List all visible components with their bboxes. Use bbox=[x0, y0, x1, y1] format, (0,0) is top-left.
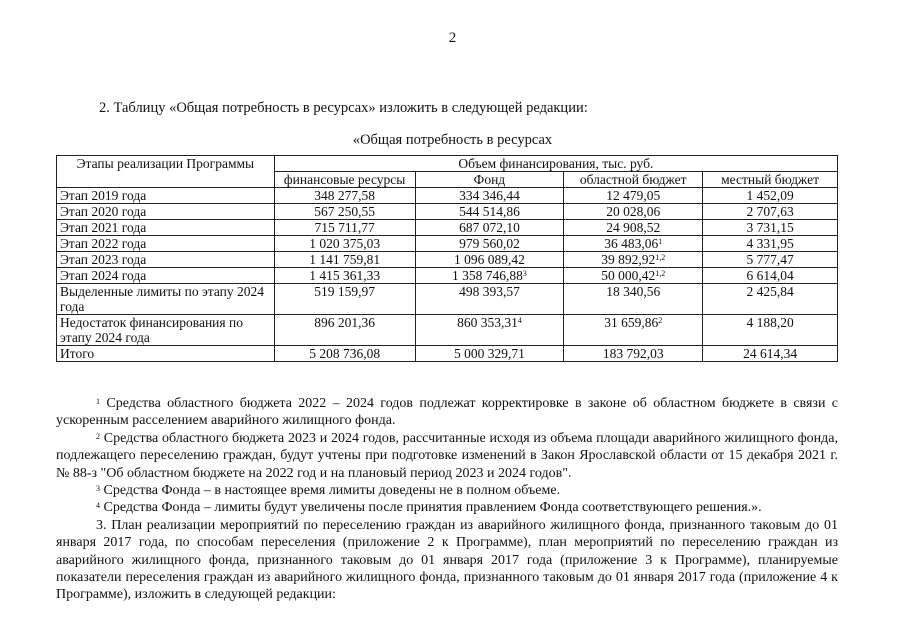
footnote-mark: 4 bbox=[96, 501, 100, 511]
table-row bbox=[57, 315, 838, 346]
cell-value: 1 415 361,33 bbox=[309, 268, 381, 283]
table-cell bbox=[415, 284, 564, 315]
cell-value: 6 614,04 bbox=[746, 268, 794, 283]
row-label: Этап 2020 года bbox=[57, 204, 275, 220]
table-cell bbox=[274, 220, 415, 236]
cell-value: 687 072,10 bbox=[459, 220, 520, 235]
cell-value: 4 331,95 bbox=[746, 236, 794, 251]
table-cell bbox=[415, 315, 564, 346]
row-label: Этап 2023 года bbox=[57, 252, 275, 268]
cell-value: 39 892,92 bbox=[601, 252, 656, 267]
table-cell bbox=[703, 268, 838, 284]
row-label: Итого bbox=[57, 346, 275, 362]
row-label: Выделенные лимиты по этапу 2024 года bbox=[57, 284, 275, 315]
cell-value: 5 777,47 bbox=[746, 252, 794, 267]
footnote bbox=[56, 395, 838, 430]
table-header-row bbox=[57, 156, 838, 172]
table-cell bbox=[703, 220, 838, 236]
table-cell bbox=[415, 188, 564, 204]
cell-value: 1 141 759,81 bbox=[309, 252, 381, 267]
cell-value: 2 707,63 bbox=[746, 204, 794, 219]
cell-value: 12 479,05 bbox=[606, 188, 661, 203]
table-cell bbox=[564, 268, 703, 284]
cell-value: 4 188,20 bbox=[746, 315, 794, 330]
cell-value: 20 028,06 bbox=[606, 204, 661, 219]
table-cell bbox=[703, 252, 838, 268]
footnote-text: Средства областного бюджета 2022 – 2024 годов подлежат корректировке в законе об областном бюджете в связи с ускоренным расселением аварийного жилищного фонда. bbox=[56, 396, 839, 429]
footnote bbox=[56, 430, 838, 482]
row-label: Недостаток финансирования по этапу 2024 года bbox=[57, 315, 275, 346]
footnote bbox=[56, 482, 838, 499]
table-row bbox=[57, 204, 838, 220]
row-label: Этап 2021 года bbox=[57, 220, 275, 236]
row-label: Этап 2024 года bbox=[57, 268, 275, 284]
table-cell bbox=[703, 188, 838, 204]
footnote-text: Средства Фонда – в настоящее время лимиты доведены не в полном объеме. bbox=[103, 483, 561, 499]
cell-value: 860 353,31 bbox=[457, 315, 518, 330]
table-cell bbox=[564, 284, 703, 315]
table-cell bbox=[564, 220, 703, 236]
table-cell bbox=[703, 315, 838, 346]
cell-value: 3 731,15 bbox=[746, 220, 794, 235]
table-cell bbox=[564, 188, 703, 204]
cell-value: 1 452,09 bbox=[746, 188, 794, 203]
footnote-ref: 1 bbox=[658, 237, 663, 246]
cell-value: 5 208 736,08 bbox=[309, 346, 381, 361]
table-cell bbox=[415, 204, 564, 220]
cell-value: 1 096 089,42 bbox=[454, 252, 525, 267]
table-cell bbox=[564, 236, 703, 252]
table-cell bbox=[564, 315, 703, 346]
row-label: Этап 2022 года bbox=[57, 236, 275, 252]
row-label: Этап 2019 года bbox=[57, 188, 275, 204]
cell-value: 334 346,44 bbox=[459, 188, 520, 203]
cell-value: 31 659,86 bbox=[604, 315, 659, 330]
table-cell bbox=[274, 315, 415, 346]
notes-block bbox=[56, 395, 838, 604]
cell-value: 24 908,52 bbox=[606, 220, 661, 235]
table-cell bbox=[415, 252, 564, 268]
table-row bbox=[57, 346, 838, 362]
footnote-ref: 4 bbox=[517, 316, 522, 325]
footnote-ref: 1,2 bbox=[655, 269, 666, 278]
cell-value: 519 159,97 bbox=[314, 284, 376, 299]
table-title: «Общая потребность в ресурсах bbox=[352, 132, 553, 148]
cell-value: 36 483,06 bbox=[604, 236, 659, 251]
footnote-ref: 1,2 bbox=[655, 253, 666, 262]
table-cell bbox=[564, 252, 703, 268]
table-body bbox=[57, 188, 838, 362]
table-row bbox=[57, 220, 838, 236]
cell-value: 24 614,34 bbox=[743, 346, 798, 361]
table-row bbox=[57, 236, 838, 252]
table-row bbox=[57, 188, 838, 204]
footnote bbox=[56, 499, 838, 516]
cell-value: 715 711,77 bbox=[314, 220, 375, 235]
table-row bbox=[57, 268, 838, 284]
table-cell bbox=[564, 346, 703, 362]
table-cell bbox=[564, 204, 703, 220]
table-row bbox=[57, 252, 838, 268]
cell-value: 567 250,55 bbox=[314, 204, 376, 219]
table-row bbox=[57, 284, 838, 315]
table-cell bbox=[274, 284, 415, 315]
paragraph-3: 3. План реализации мероприятий по переселению граждан из аварийного жилищного фонда, признанного таковым до 01 января 2017 года, по способам переселения (приложение 2 к Программе), план мероприятий по переселению граждан из аварийного жилищного фонда, признанного таковым до 01 января 2017 года (приложение 3 к Программе), планируемые показатели переселения граждан из аварийного жилищного фонда, признанного таковым до 01 января 2017 года (приложение 4 к Программе), изложить в следующей редакции: bbox=[56, 517, 838, 603]
cell-value: 1 358 746,88 bbox=[452, 268, 523, 283]
cell-value: 5 000 329,71 bbox=[454, 346, 525, 361]
stage-header: Этапы реализации Программы bbox=[57, 156, 275, 188]
column-header: местный бюджет bbox=[703, 172, 838, 188]
cell-value: 498 393,57 bbox=[459, 284, 520, 299]
cell-value: 1 020 375,03 bbox=[309, 236, 381, 251]
table-cell bbox=[274, 188, 415, 204]
table-cell bbox=[703, 204, 838, 220]
cell-value: 979 560,02 bbox=[459, 236, 520, 251]
column-header: областной бюджет bbox=[564, 172, 703, 188]
table-cell bbox=[703, 236, 838, 252]
table-cell bbox=[274, 346, 415, 362]
table-cell bbox=[274, 236, 415, 252]
cell-value: 544 514,86 bbox=[459, 204, 520, 219]
table-cell bbox=[415, 220, 564, 236]
footnote-mark: 1 bbox=[96, 397, 100, 406]
footnote-mark: 3 bbox=[96, 484, 100, 494]
cell-value: 183 792,03 bbox=[602, 346, 664, 361]
intro-paragraph: 2. Таблицу «Общая потребность в ресурсах» изложить в следующей редакции: bbox=[99, 100, 588, 116]
column-header: финансовые ресурсы bbox=[274, 172, 415, 188]
table-cell bbox=[703, 346, 838, 362]
table-cell bbox=[415, 346, 564, 362]
footnote-ref: 3 bbox=[522, 269, 527, 278]
cell-value: 18 340,56 bbox=[606, 284, 661, 299]
table-cell bbox=[415, 268, 564, 284]
table-cell bbox=[703, 284, 838, 315]
table-cell bbox=[274, 252, 415, 268]
table-cell bbox=[274, 268, 415, 284]
footnote-text: Средства областного бюджета 2023 и 2024 годов, рассчитанные исходя из объема площади аварийного жилищного фонда, подлежащего переселению граждан, будут учтены при подготовке изменений в Закон Ярославской области от 15 декабря 2021 г. № 88-з "Об областном бюджете на 2022 год и на плановый период 2023 и 2024 годов". bbox=[56, 430, 839, 481]
footnote-ref: 2 bbox=[658, 316, 663, 325]
cell-value: 348 277,58 bbox=[314, 188, 376, 203]
table-cell bbox=[415, 236, 564, 252]
cell-value: 2 425,84 bbox=[746, 284, 794, 299]
page-number: 2 bbox=[448, 30, 457, 46]
column-header: Фонд bbox=[415, 172, 564, 188]
resources-table bbox=[56, 155, 838, 362]
table-cell bbox=[274, 204, 415, 220]
volume-header: Объем финансирования, тыс. руб. bbox=[274, 156, 837, 172]
footnote-text: Средства Фонда – лимиты будут увеличены после принятия правлением Фонда соответствующего решения.». bbox=[103, 500, 762, 516]
footnote-mark: 2 bbox=[96, 431, 100, 441]
cell-value: 50 000,42 bbox=[601, 268, 656, 283]
cell-value: 896 201,36 bbox=[314, 315, 376, 330]
